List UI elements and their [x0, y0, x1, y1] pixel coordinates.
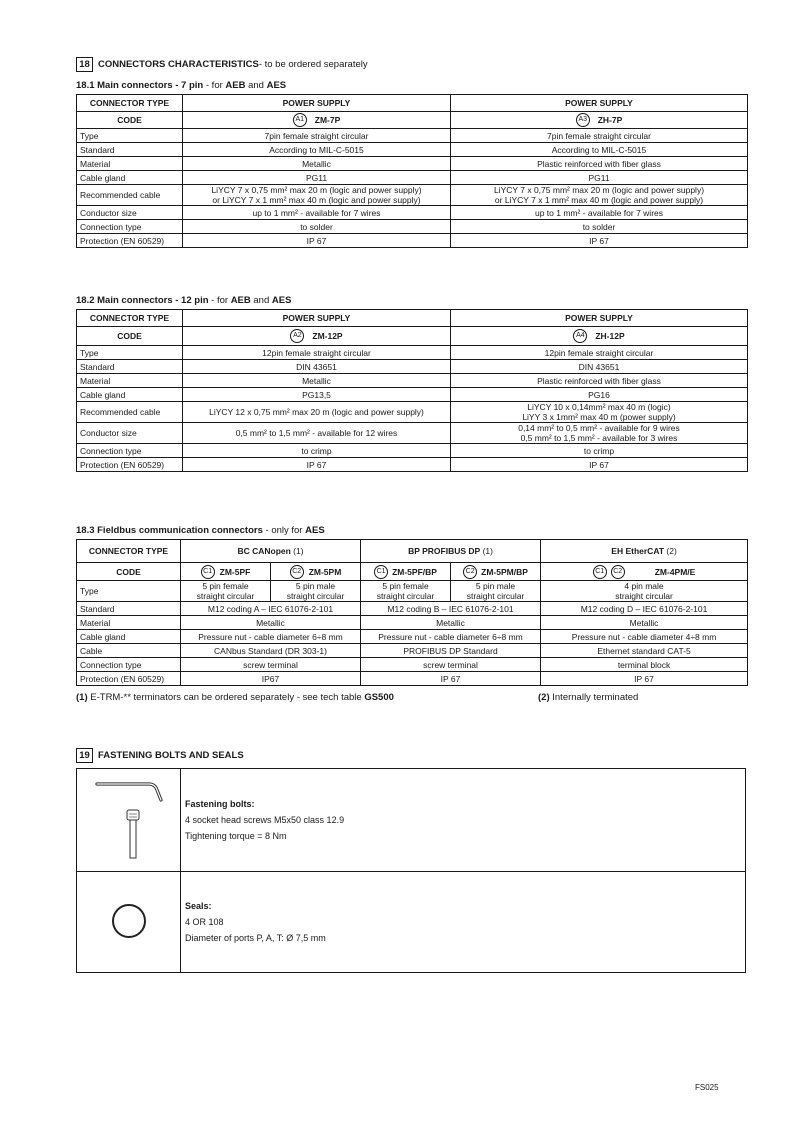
fastening-table: [76, 768, 746, 973]
note-ref: (1): [480, 546, 493, 556]
table-row: [77, 374, 748, 388]
code-value: ZH-12P: [595, 331, 625, 341]
cell: Pressure nut - cable diameter 4÷8 mm: [541, 630, 748, 644]
footnote-text: E-TRM-** terminators can be ordered separately - see tech table: [87, 692, 365, 703]
cell-line: LiYCY 7 x 0,75 mm² max 20 m (logic and power supply): [211, 185, 422, 195]
table-row: [77, 630, 748, 644]
model-aeb: AEB: [230, 295, 251, 306]
cell: IP 67: [361, 672, 541, 686]
table-row: [77, 388, 748, 402]
cell-line: straight circular: [286, 591, 345, 601]
table-row: [77, 220, 748, 234]
cell: to solder: [183, 220, 451, 234]
cell-line: 0,5 mm² to 1,5 mm² - available for 3 wires: [520, 433, 678, 443]
header-col2: POWER SUPPLY: [451, 310, 748, 327]
code-cell: [451, 327, 748, 346]
row-label: Protection (EN 60529): [77, 458, 183, 472]
header-col2: POWER SUPPLY: [451, 95, 748, 112]
row-label: Material: [77, 374, 183, 388]
table-row: [77, 602, 748, 616]
table-row: [77, 129, 748, 143]
o-ring-icon: [109, 901, 149, 941]
code-cell: [271, 563, 361, 581]
badge-icon: A4: [573, 329, 587, 343]
table-header-row: [77, 540, 748, 563]
row-label: Conductor size: [77, 423, 183, 444]
cell: IP 67: [451, 234, 748, 248]
row-label: Material: [77, 157, 183, 171]
header-code: CODE: [77, 563, 181, 581]
cell-line: or LiYCY 7 x 1 mm² max 40 m (logic and power supply): [212, 195, 421, 205]
subsection-title: 18.1 Main connectors - 7 pin: [76, 80, 204, 91]
cell: PG13,5: [183, 388, 451, 402]
cell: [183, 185, 451, 206]
section-18-heading: [76, 57, 368, 72]
table-row: [77, 360, 748, 374]
cell-line: LiYCY 10 x 0,14mm² max 40 m (logic): [527, 402, 671, 412]
cell: [451, 185, 748, 206]
subsection-text: and: [245, 80, 267, 91]
bolts-text-cell: [181, 769, 746, 872]
cell: PG16: [451, 388, 748, 402]
bolts-line-2: Tightening torque = 8 Nm: [185, 831, 287, 841]
code-value: ZM-4PM/E: [654, 566, 696, 577]
row-label: Type: [77, 581, 181, 602]
cell: According to MIL-C-5015: [451, 143, 748, 157]
header-col1: POWER SUPPLY: [183, 95, 451, 112]
table-row: [77, 206, 748, 220]
table-row: [77, 143, 748, 157]
cell: 12pin female straight circular: [183, 346, 451, 360]
code-value: ZM-5PF/BP: [392, 566, 437, 577]
cell: [361, 581, 451, 602]
cell: [451, 402, 748, 423]
cell: DIN 43651: [451, 360, 748, 374]
footnote-1: [76, 692, 394, 703]
fieldbus-connectors-table: [76, 539, 748, 686]
section-number: 18: [76, 57, 93, 72]
table-row: [77, 616, 748, 630]
connectors-12pin-table: [76, 309, 748, 472]
group-title: BP PROFIBUS DP: [408, 546, 481, 556]
table-row: [77, 458, 748, 472]
row-label: Protection (EN 60529): [77, 672, 181, 686]
code-cell: [181, 563, 271, 581]
cell-line: straight circular: [196, 591, 255, 601]
cell: M12 coding D – IEC 61076-2-101: [541, 602, 748, 616]
code-value: ZM-5PM/BP: [481, 566, 528, 577]
cell-line: 0,14 mm² to 0,5 mm² - available for 9 wires: [518, 423, 680, 433]
cell: 0,5 mm² to 1,5 mm² - available for 12 wires: [183, 423, 451, 444]
code-cell: [183, 327, 451, 346]
section-number: 19: [76, 748, 93, 763]
document-code: FS025: [695, 1083, 719, 1092]
row-label: Standard: [77, 602, 181, 616]
cell-line: LiYY 3 x 1mm² max 40 m (power supply): [522, 412, 676, 422]
seals-line-1: 4 OR 108: [185, 917, 224, 927]
seals-line-2: Diameter of ports P, A, T: Ø 7,5 mm: [185, 933, 326, 943]
cell: Plastic reinforced with fiber glass: [451, 374, 748, 388]
cell: PG11: [451, 171, 748, 185]
cell: up to 1 mm² - available for 7 wires: [451, 206, 748, 220]
footnote-ref: GS500: [364, 692, 394, 703]
row-label: Cable: [77, 644, 181, 658]
cell: to solder: [451, 220, 748, 234]
badge-icon: C2: [611, 565, 625, 579]
cell: [451, 423, 748, 444]
cell: M12 coding B – IEC 61076-2-101: [361, 602, 541, 616]
subsection-18-3-heading: [76, 525, 325, 536]
cell: [541, 581, 748, 602]
seals-text-cell: [181, 872, 746, 973]
row-label: Recommended cable: [77, 185, 183, 206]
table-row: [77, 423, 748, 444]
table-row: [77, 402, 748, 423]
group-title: EH EtherCAT: [611, 546, 665, 556]
code-value: ZM-5PF: [219, 566, 251, 577]
cell-line: 5 pin male: [295, 581, 336, 591]
cell-line: straight circular: [466, 591, 525, 601]
section-19-heading: [76, 748, 244, 763]
badge-icon: C1: [374, 565, 388, 579]
cell: terminal block: [541, 658, 748, 672]
cell: [181, 581, 271, 602]
model-aeb: AEB: [225, 80, 246, 91]
cell: [271, 581, 361, 602]
code-cell: [451, 112, 748, 129]
cell: LiYCY 12 x 0,75 mm² max 20 m (logic and power supply): [183, 402, 451, 423]
badge-icon: C1: [201, 565, 215, 579]
row-label: Cable gland: [77, 388, 183, 402]
cell: Plastic reinforced with fiber glass: [451, 157, 748, 171]
bolts-title: Fastening bolts:: [185, 799, 255, 809]
badge-icon: A3: [576, 113, 590, 127]
bolts-image-cell: [77, 769, 181, 872]
cell: IP 67: [183, 234, 451, 248]
table-row: [77, 234, 748, 248]
header-connector-type: CONNECTOR TYPE: [77, 540, 181, 563]
header-col1: POWER SUPPLY: [183, 310, 451, 327]
subsection-text: - only for: [262, 525, 306, 536]
code-value: ZH-7P: [597, 115, 623, 125]
row-label: Type: [77, 346, 183, 360]
cell: 7pin female straight circular: [183, 129, 451, 143]
row-label: Material: [77, 616, 181, 630]
model-aes: AES: [266, 80, 287, 91]
cell-line: straight circular: [615, 591, 673, 601]
model-aes: AES: [305, 525, 325, 536]
subsection-title: 18.3 Fieldbus communication connectors: [76, 525, 263, 536]
cell: Metallic: [183, 374, 451, 388]
table-row: [77, 157, 748, 171]
subsection-text: - for: [203, 80, 226, 91]
cell: DIN 43651: [183, 360, 451, 374]
row-label: Conductor size: [77, 206, 183, 220]
row-label: Cable gland: [77, 171, 183, 185]
cell: According to MIL-C-5015: [183, 143, 451, 157]
cell: Pressure nut - cable diameter 6÷8 mm: [181, 630, 361, 644]
bolts-line-1: 4 socket head screws M5x50 class 12.9: [185, 815, 345, 825]
badge-icon: C1: [593, 565, 607, 579]
cell: Metallic: [361, 616, 541, 630]
cell: M12 coding A – IEC 61076-2-101: [181, 602, 361, 616]
cell: Metallic: [183, 157, 451, 171]
table-row: [77, 644, 748, 658]
cell: Metallic: [181, 616, 361, 630]
section-title: FASTENING BOLTS AND SEALS: [98, 750, 244, 761]
cell: to crimp: [451, 444, 748, 458]
cell: Ethernet standard CAT-5: [541, 644, 748, 658]
cell: screw terminal: [181, 658, 361, 672]
footnote-mark: (1): [76, 692, 88, 703]
connectors-7pin-table: [76, 94, 748, 248]
cell: up to 1 mm² - available for 7 wires: [183, 206, 451, 220]
header-ethercat: [541, 540, 748, 563]
cell: IP 67: [541, 672, 748, 686]
group-title: BC CANopen: [237, 546, 291, 556]
badge-icon: C2: [290, 565, 304, 579]
seals-row: [77, 872, 746, 973]
cell: CANbus Standard (DR 303-1): [181, 644, 361, 658]
allen-key-and-screw-icon: [89, 774, 169, 864]
table-row: [77, 658, 748, 672]
subsection-title: 18.2 Main connectors - 12 pin: [76, 295, 209, 306]
cell: IP 67: [451, 458, 748, 472]
cell: screw terminal: [361, 658, 541, 672]
header-canopen: [181, 540, 361, 563]
row-label: Recommended cable: [77, 402, 183, 423]
row-label: Connection type: [77, 444, 183, 458]
cell-line: 5 pin male: [475, 581, 516, 591]
footnote-2: [538, 692, 638, 703]
table-row: [77, 444, 748, 458]
cell: 12pin female straight circular: [451, 346, 748, 360]
cell: to crimp: [183, 444, 451, 458]
bolts-row: [77, 769, 746, 872]
cell: IP67: [181, 672, 361, 686]
cell: Pressure nut - cable diameter 6÷8 mm: [361, 630, 541, 644]
cell: [451, 581, 541, 602]
header-profibus: [361, 540, 541, 563]
model-aes: AES: [271, 295, 292, 306]
cell-line: 5 pin female: [202, 581, 249, 591]
footnote-mark: (2): [538, 692, 550, 703]
header-connector-type: CONNECTOR TYPE: [77, 95, 183, 112]
code-cell: [451, 563, 541, 581]
header-code: CODE: [77, 112, 183, 129]
cell: PROFIBUS DP Standard: [361, 644, 541, 658]
table-row: [77, 171, 748, 185]
code-value: ZM-5PM: [308, 566, 342, 577]
cell: Metallic: [541, 616, 748, 630]
cell: 7pin female straight circular: [451, 129, 748, 143]
badge-icon: C2: [463, 565, 477, 579]
code-value: ZM-7P: [314, 115, 341, 125]
code-cell: [183, 112, 451, 129]
subsection-text: - for: [208, 295, 231, 306]
table-code-row: [77, 563, 748, 581]
code-cell: [361, 563, 451, 581]
note-ref: (1): [290, 546, 304, 556]
cell-line: 4 pin male: [624, 581, 664, 591]
cell-line: straight circular: [376, 591, 435, 601]
footnote-text: Internally terminated: [549, 692, 639, 703]
cell-line: LiYCY 7 x 0,75 mm² max 20 m (logic and power supply): [493, 185, 705, 195]
table-code-row: [77, 112, 748, 129]
row-label: Connection type: [77, 658, 181, 672]
table-row: [77, 185, 748, 206]
table-row: [77, 672, 748, 686]
cell-line: or LiYCY 7 x 1 mm² max 40 m (logic and power supply): [494, 195, 704, 205]
cell-line: 5 pin female: [382, 581, 429, 591]
cell: IP 67: [183, 458, 451, 472]
code-cell: [541, 563, 748, 581]
table-header-row: [77, 310, 748, 327]
note-ref: (2): [664, 546, 677, 556]
subsection-18-1-heading: [76, 80, 286, 91]
row-label: Type: [77, 129, 183, 143]
seals-title: Seals:: [185, 901, 212, 911]
header-connector-type: CONNECTOR TYPE: [77, 310, 183, 327]
seals-image-cell: [77, 872, 181, 973]
code-value: ZM-12P: [312, 331, 343, 341]
subsection-18-2-heading: [76, 295, 291, 306]
cell: PG11: [183, 171, 451, 185]
table-code-row: [77, 327, 748, 346]
section-suffix: - to be ordered separately: [258, 59, 368, 70]
row-label: Cable gland: [77, 630, 181, 644]
subsection-text: and: [250, 295, 272, 306]
row-label: Standard: [77, 143, 183, 157]
badge-icon: A2: [290, 329, 304, 343]
row-label: Protection (EN 60529): [77, 234, 183, 248]
row-label: Connection type: [77, 220, 183, 234]
row-label: Standard: [77, 360, 183, 374]
table-row: [77, 346, 748, 360]
badge-icon: A1: [293, 113, 307, 127]
table-header-row: [77, 95, 748, 112]
table-row: [77, 581, 748, 602]
section-title: CONNECTORS CHARACTERISTICS: [98, 59, 259, 70]
header-code: CODE: [77, 327, 183, 346]
